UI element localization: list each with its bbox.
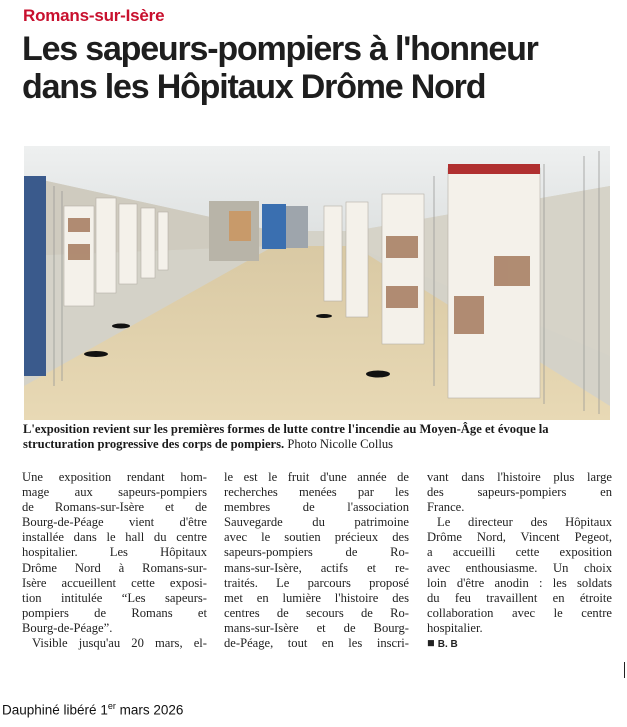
body-line: vant dans l'histoire plus large — [427, 470, 612, 484]
body-line: membres de l'association — [224, 500, 409, 515]
body-line: Drôme Nord à Romans-sur- — [22, 560, 207, 575]
body-line: Bourg-de-Péage”. — [22, 620, 113, 635]
body-line: mage aux sapeurs-pompiers — [22, 485, 207, 500]
photo-caption — [23, 422, 613, 452]
body-line: le est le fruit d'une année de — [224, 470, 409, 484]
source-name: Dauphiné libéré — [2, 702, 97, 718]
body-line: mans-sur-Isère et de Bourg- — [224, 620, 409, 635]
body-line: sapeurs-pompiers de Ro- — [224, 545, 409, 560]
source-day: 1 — [100, 702, 108, 718]
source-day-suffix: er — [107, 701, 116, 711]
body-line: mans-sur-Isère, actifs et re- — [224, 560, 409, 575]
photo-credit: Photo Nicolle Collus — [287, 437, 394, 451]
body-line: France. — [427, 500, 465, 515]
source-date: mars 2026 — [119, 702, 184, 718]
body-line: hospitalier. Les Hôpitaux — [22, 545, 207, 560]
body-line: loin d'être anodin : les soldats — [427, 575, 612, 590]
body-line: centres de secours de Ro- — [224, 605, 409, 620]
body-line: traités. Le parcours proposé — [224, 575, 409, 590]
body-line: des sapeurs-pompiers en — [427, 485, 612, 500]
body-line: Sauvegarde du patrimoine — [224, 515, 409, 530]
headline-line: dans les Hôpitaux Drôme Nord — [22, 68, 486, 106]
body-line: du feu travaillent en étroite — [427, 590, 612, 605]
body-line: de Romans-sur-Isère et de — [22, 500, 207, 515]
headline-line: Les sapeurs-pompiers à l'honneur — [22, 30, 538, 68]
body-line: collaboration avec le centre — [427, 605, 612, 620]
body-line: a accueilli cette exposition — [427, 545, 612, 560]
body-line: Le directeur des Hôpitaux — [437, 515, 612, 530]
caption-text: L'exposition revient sur les premières formes de lutte contre l'incendie au Moyen-Âge et évoque la structuration progressive des corps de pompiers. — [23, 422, 549, 451]
text-cursor — [624, 662, 625, 678]
article-headline — [22, 30, 612, 106]
body-line: tion intitulée “Les sapeurs- — [22, 590, 207, 605]
body-line: Isère accueillent cette exposi- — [22, 575, 207, 590]
body-line: Drôme Nord, Vincent Pegeot, — [427, 530, 612, 545]
body-line: de-Péage, tout en les inscri- — [224, 636, 409, 651]
article-kicker: Romans-sur-Isère — [23, 6, 165, 25]
body-line: avec enthousiasme. Un choix — [427, 560, 612, 575]
signature-text: B. B — [437, 639, 458, 651]
signature-bullet-icon: ■ — [427, 636, 438, 651]
body-line: avec le soutien précieux des — [224, 530, 409, 545]
article-column-3 — [427, 470, 612, 652]
body-line: Visible jusqu'au 20 mars, el- — [32, 636, 207, 651]
article-column-2 — [224, 470, 409, 651]
body-line: met en lumière l'histoire des — [224, 590, 409, 605]
body-line: Une exposition rendant hom- — [22, 470, 207, 484]
article-signature — [427, 636, 612, 652]
body-line: recherches menées par les — [224, 485, 409, 500]
body-line: hospitalier. — [427, 620, 483, 635]
source-footer — [2, 701, 183, 718]
body-line: pompiers de Romans et — [22, 605, 207, 620]
body-line: installée dans le hall du centre — [22, 530, 207, 545]
body-line: Bourg-de-Péage vient d'être — [22, 515, 207, 530]
article-column-1 — [22, 470, 207, 651]
exhibition-photo — [24, 146, 610, 420]
